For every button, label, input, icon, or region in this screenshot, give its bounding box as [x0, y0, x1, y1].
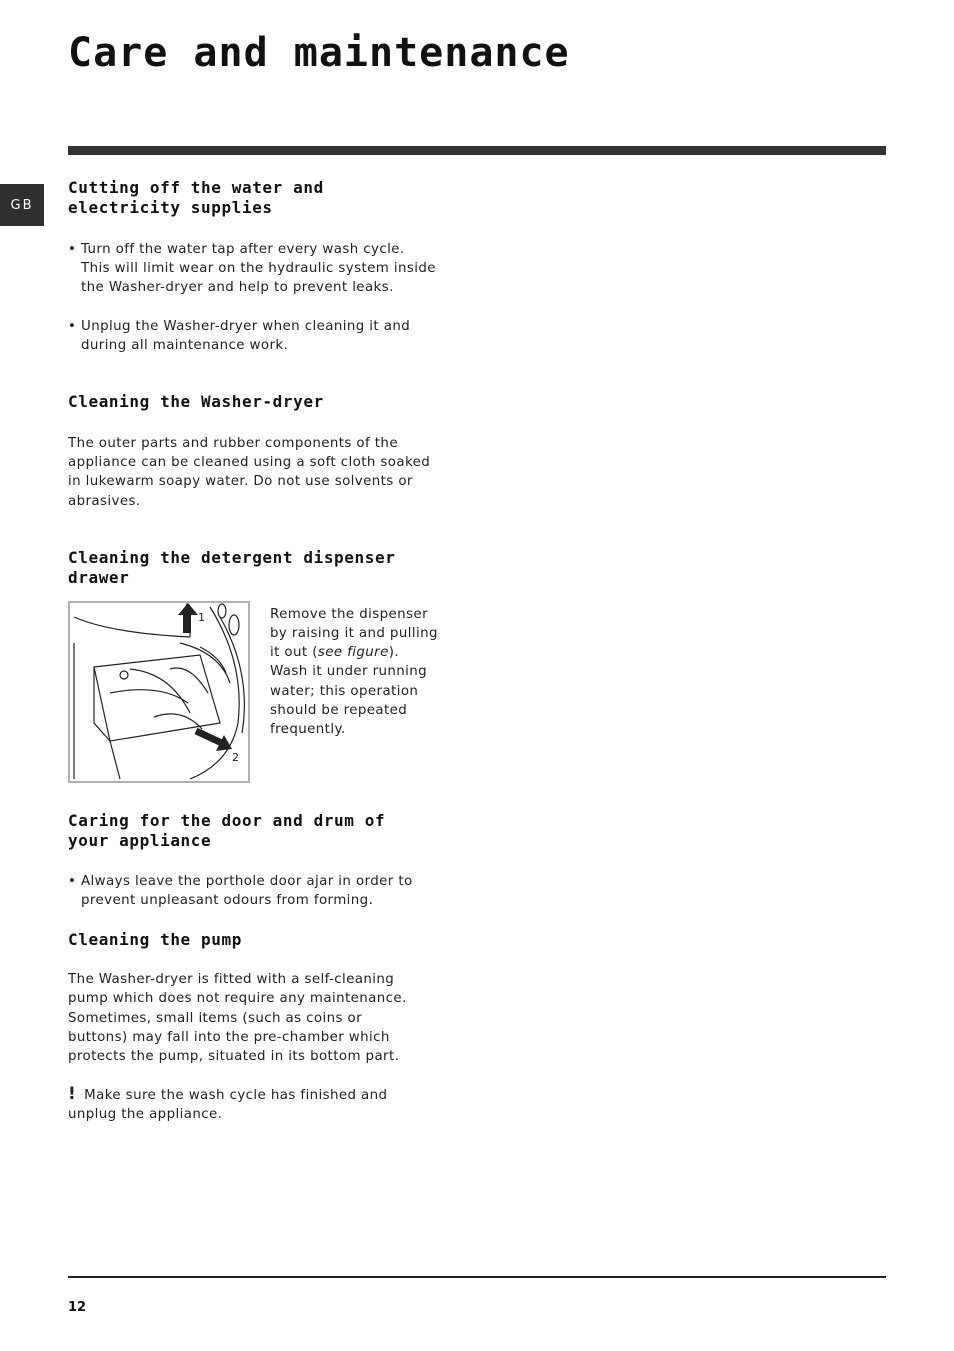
language-tab: GB [0, 184, 44, 226]
dispenser-drawer-illustration [68, 601, 250, 783]
see-figure-reference: see figure [317, 645, 389, 661]
list-item: • Unplug the Washer-dryer when cleaning it and during all maintenance work. [68, 317, 448, 355]
pump-warning: ! Make sure the wash cycle has finished and unplug the appliance. [68, 1084, 388, 1123]
cleaning-paragraph: The outer parts and rubber components of the appliance can be cleaned using a soft cloth soaked in lukewarm soapy water. Do not use solvents or abrasives. [68, 436, 431, 509]
section-heading-drawer: Cleaning the detergent dispenser drawer [68, 547, 396, 587]
page-number: 12 [68, 1300, 87, 1315]
section-heading-door: Caring for the door and drum of your appliance [68, 810, 386, 850]
list-item: • Always leave the porthole door ajar in order to prevent unpleasant odours from forming. [68, 872, 448, 910]
figure-label-step-1: 1 [198, 610, 205, 624]
figure-label-step-2: 2 [232, 750, 239, 764]
warning-icon: ! [68, 1084, 77, 1105]
drawer-paragraph: Remove the dispenser by raising it and pulling it out (see figure). Wash it under running water; this operation should be repeated frequently. [270, 606, 438, 738]
content-column [68, 178, 448, 1125]
dispenser-drawer-drawing [70, 603, 248, 781]
page-title: Care and maintenance [68, 30, 570, 76]
section-heading-pump: Cleaning the pump [68, 930, 242, 950]
list-item: • Turn off the water tap after every wash cycle. This will limit wear on the hydraulic system inside the Washer-dryer and help to prevent leaks. [68, 240, 448, 298]
section-heading-supplies: Cutting off the water and electricity supplies [68, 178, 324, 217]
pump-paragraph: The Washer-dryer is fitted with a self-cleaning pump which does not require any maintenance. Sometimes, small items (such as coins or buttons) may fall into the pre-chamber which protects the pump, situated in its bottom part. [68, 972, 407, 1065]
header-rule [68, 146, 886, 155]
drawer-figure-row [68, 601, 448, 783]
section-heading-cleaning: Cleaning the Washer-dryer [68, 392, 324, 412]
footer-rule [68, 1276, 886, 1278]
